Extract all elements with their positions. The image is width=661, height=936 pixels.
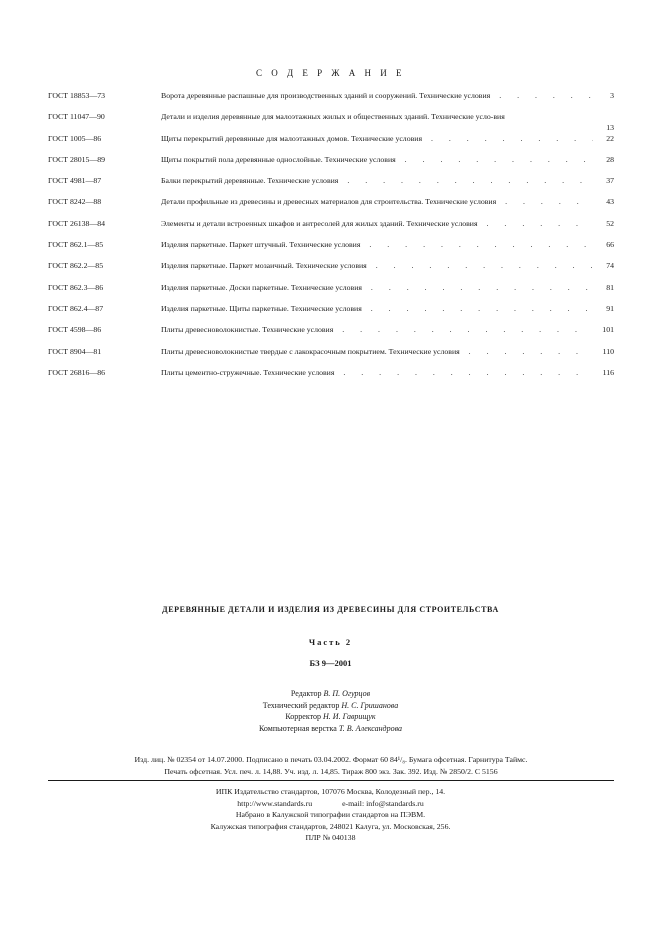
toc-entry[interactable] xyxy=(48,219,614,240)
toc-entry-page: 66 xyxy=(606,240,614,250)
publisher-address: ИПК Издательство стандартов, 107076 Москва, Колодезный пер., 14. xyxy=(215,787,446,796)
credit-line xyxy=(0,688,661,700)
toc-entry-page: 43 xyxy=(606,197,614,207)
toc-entry-code: ГОСТ 1005—86 xyxy=(48,133,102,143)
publisher-block xyxy=(0,786,661,844)
credit-name: В. П. Огурцов xyxy=(323,689,371,698)
toc-entry[interactable] xyxy=(48,134,614,155)
toc-entry-code: ГОСТ 862.2—85 xyxy=(48,261,104,271)
toc-entry-title: Изделия паркетные. Доски паркетные. Технические условия . . . xyxy=(161,283,593,293)
toc-entry-page: 3 xyxy=(610,91,614,100)
publisher-url-link[interactable]: http://www.standards.ru xyxy=(237,798,313,808)
book-title: ДЕРЕВЯННЫЕ ДЕТАЛИ И ИЗДЕЛИЯ ИЗ ДРЕВЕСИНЫ ДЛЯ СТРОИТЕЛЬСТВА xyxy=(162,605,499,614)
toc-entry-page: 110 xyxy=(602,346,614,356)
publisher-email-link[interactable]: e-mail: info@standards.ru xyxy=(342,798,424,808)
toc-entry-title: Плиты цементно-стружечные. Технические условия . . . xyxy=(161,368,593,378)
imprint-block xyxy=(48,754,614,778)
toc-entry-code: ГОСТ 28015—89 xyxy=(48,154,106,164)
toc-entry-page: 91 xyxy=(606,303,614,313)
book-bz: БЗ 9—2001 xyxy=(309,658,352,668)
toc-entry-code: ГОСТ 26138—84 xyxy=(48,218,106,228)
credit-name: Н. С. Гришанова xyxy=(341,700,399,710)
toc-entry-title: Детали и изделия деревянные для малоэтажных жилых и общественных зданий. Технические усло-вия xyxy=(161,112,505,122)
credit-role: Компьютерная верстка xyxy=(258,723,337,733)
toc-entry-code: ГОСТ 26816—86 xyxy=(48,367,106,377)
toc-entry-page: 52 xyxy=(606,218,614,228)
toc-entry-code: ГОСТ 8242—88 xyxy=(48,197,102,207)
toc-entry-page: 81 xyxy=(606,282,614,292)
credit-line xyxy=(0,711,661,723)
toc-entry-title: Изделия паркетные. Паркет штучный. Технические условия . . . xyxy=(161,240,593,250)
toc-entry[interactable] xyxy=(48,283,614,304)
toc-entry[interactable] xyxy=(48,240,614,261)
toc-entry[interactable] xyxy=(48,197,614,218)
toc-entry[interactable] xyxy=(48,261,614,282)
toc-entry-code: ГОСТ 862.4—87 xyxy=(48,303,104,313)
credit-line xyxy=(0,723,661,735)
toc-entry-code: ГОСТ 862.1—85 xyxy=(48,240,104,250)
credits-block xyxy=(0,688,661,734)
credit-role: Корректор xyxy=(285,712,322,721)
toc-entry[interactable] xyxy=(48,91,614,112)
toc-entry-code: ГОСТ 4598—86 xyxy=(48,325,102,335)
toc-entry[interactable] xyxy=(48,325,614,346)
contents-heading: С О Д Е Р Ж А Н И Е xyxy=(256,68,405,78)
toc-entry-title: Изделия паркетные. Паркет мозаичный. Технические условия . . . xyxy=(161,261,593,271)
toc-entry[interactable] xyxy=(48,368,614,389)
credit-role: Редактор xyxy=(290,689,322,698)
toc-entry-page: 74 xyxy=(606,261,614,271)
credit-line xyxy=(0,700,661,712)
credit-name: Н. И. Гаврищук xyxy=(323,712,376,721)
toc-entry-title: Ворота деревянные распашные для производственных зданий и сооружений. Технические условия . . . xyxy=(161,91,593,101)
book-part: Часть 2 xyxy=(308,637,353,647)
toc-entry[interactable] xyxy=(48,155,614,176)
toc-entry-title: Элементы и детали встроенных шкафов и антресолей для жилых зданий. Технические условия . . . xyxy=(161,219,593,229)
toc-entry-title: Детали профильные из древесины и древесных материалов для строительства. Технические условия . . . xyxy=(161,197,593,207)
toc-entry-page: 22 xyxy=(606,133,614,143)
imprint-line-1: Изд. лиц. № 02354 от 14.07.2000. Подписано в печать 03.04.2002. Формат 60 84¹/₈. Бумага офсетная. Гарнитура Таймс. xyxy=(134,755,528,764)
publisher-contacts xyxy=(0,798,661,810)
toc-entry-title: Изделия паркетные. Щиты паркетные. Технические условия . . . xyxy=(161,304,593,314)
toc-entry-code: ГОСТ 18853—73 xyxy=(48,91,106,100)
toc-entry[interactable] xyxy=(48,176,614,197)
printer-address: Калужская типография стандартов, 248021 Калуга, ул. Московская, 256. xyxy=(210,821,451,831)
horizontal-rule xyxy=(48,780,614,781)
credit-name: Т. В. Александрова xyxy=(338,723,403,733)
toc-entry[interactable] xyxy=(48,112,614,133)
license-number: ПЛР № 040138 xyxy=(305,833,356,842)
typesetting-note: Набрано в Калужской типографии стандартов на ПЭВМ. xyxy=(235,810,426,819)
toc-entry-code: ГОСТ 4981—87 xyxy=(48,176,102,186)
credit-role: Технический редактор xyxy=(262,700,340,710)
toc-entry-code: ГОСТ 862.3—86 xyxy=(48,282,104,292)
table-of-contents xyxy=(48,91,614,389)
toc-entry[interactable] xyxy=(48,304,614,325)
toc-entry-page: 116 xyxy=(602,367,614,377)
toc-entry-title: Плиты древесноволокнистые твердые с лакокрасочным покрытием. Технические условия . . . xyxy=(161,347,593,357)
toc-entry-page: 101 xyxy=(602,325,614,335)
toc-entry-page: 37 xyxy=(606,176,614,186)
toc-entry-title: Щиты перекрытий деревянные для малоэтажных домов. Технические условия . . . xyxy=(161,134,593,144)
toc-entry-page: 13 xyxy=(606,123,614,133)
toc-entry-title: Плиты древесноволокнистые. Технические условия . . . xyxy=(161,325,593,335)
toc-entry-code: ГОСТ 8904—81 xyxy=(48,346,102,356)
toc-entry-title: Балки перекрытий деревянные. Технические условия . . . xyxy=(161,176,593,186)
toc-entry-page: 28 xyxy=(606,154,614,164)
imprint-line-2: Печать офсетная. Усл. печ. л. 14,88. Уч. изд. л. 14,85. Тираж 800 экз. Зак. 392. Изд. № 2850/2. С 5156 xyxy=(164,767,498,776)
toc-entry-title: Щиты покрытий пола деревянные однослойные. Технические условия . . . xyxy=(161,155,593,165)
toc-entry-code: ГОСТ 11047—90 xyxy=(48,112,105,122)
toc-entry[interactable] xyxy=(48,347,614,368)
